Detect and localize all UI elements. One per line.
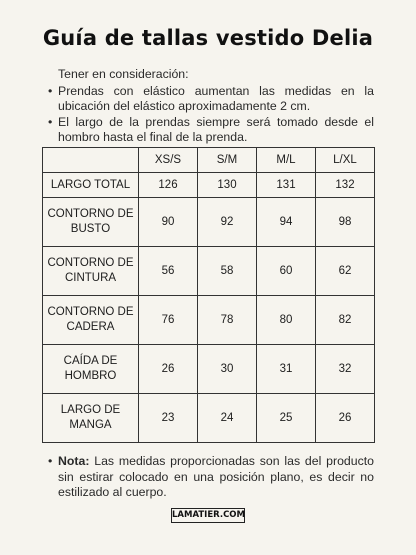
table-cell: 90 — [139, 198, 198, 247]
table-cell: 58 — [198, 247, 257, 296]
table-cell: 92 — [198, 198, 257, 247]
table-cell: 94 — [257, 198, 316, 247]
table-cell: 24 — [198, 394, 257, 443]
considerations-section — [48, 67, 374, 146]
table-row — [43, 394, 375, 443]
considerations-lead: Tener en consideración: — [58, 67, 189, 81]
note-section — [48, 454, 374, 501]
table-header-cell: L/XL — [316, 148, 375, 173]
table-cell: 60 — [257, 247, 316, 296]
table-row — [43, 247, 375, 296]
table-row — [43, 345, 375, 394]
table-cell: 26 — [316, 394, 375, 443]
table-cell: 25 — [257, 394, 316, 443]
table-header-cell — [43, 148, 139, 173]
table-cell: 23 — [139, 394, 198, 443]
table-header-row — [43, 148, 375, 173]
table-cell: 30 — [198, 345, 257, 394]
table-cell: 56 — [139, 247, 198, 296]
row-label: LARGO DE MANGA — [43, 394, 139, 443]
table-cell: 98 — [316, 198, 375, 247]
table-header-cell: M/L — [257, 148, 316, 173]
table-header-cell: XS/S — [139, 148, 198, 173]
note-label: Nota: — [58, 454, 90, 468]
table-cell: 126 — [139, 173, 198, 198]
page-title: Guía de tallas vestido Delia — [42, 26, 374, 50]
brand-badge: LAMATIER.COM — [171, 508, 245, 523]
row-label: CONTORNO DE CINTURA — [43, 247, 139, 296]
table-cell: 82 — [316, 296, 375, 345]
row-label: LARGO TOTAL — [43, 173, 139, 198]
table-row — [43, 198, 375, 247]
table-row — [43, 296, 375, 345]
table-cell: 62 — [316, 247, 375, 296]
table-row — [43, 173, 375, 198]
consideration-bullet: • El largo de la prendas siempre será tomado desde el hombro hasta el final de la prenda. — [48, 115, 374, 146]
table-cell: 76 — [139, 296, 198, 345]
table-cell: 132 — [316, 173, 375, 198]
table-cell: 78 — [198, 296, 257, 345]
table-cell: 131 — [257, 173, 316, 198]
consideration-bullet: • Prendas con elástico aumentan las medidas en la ubicación del elástico aproximadamente 2 cm. — [48, 84, 374, 115]
considerations-list — [48, 84, 374, 146]
row-label: CONTORNO DE CADERA — [43, 296, 139, 345]
row-label: CAÍDA DE HOMBRO — [43, 345, 139, 394]
note-text: Las medidas proporcionadas son las del producto sin estirar colocado en una posición plano, es decir no estilizado al cuerpo. — [58, 454, 374, 499]
size-chart-table — [42, 147, 375, 443]
table-cell: 32 — [316, 345, 375, 394]
table-header-cell: S/M — [198, 148, 257, 173]
table-cell: 130 — [198, 173, 257, 198]
table-cell: 80 — [257, 296, 316, 345]
table-cell: 31 — [257, 345, 316, 394]
row-label: CONTORNO DE BUSTO — [43, 198, 139, 247]
table-cell: 26 — [139, 345, 198, 394]
